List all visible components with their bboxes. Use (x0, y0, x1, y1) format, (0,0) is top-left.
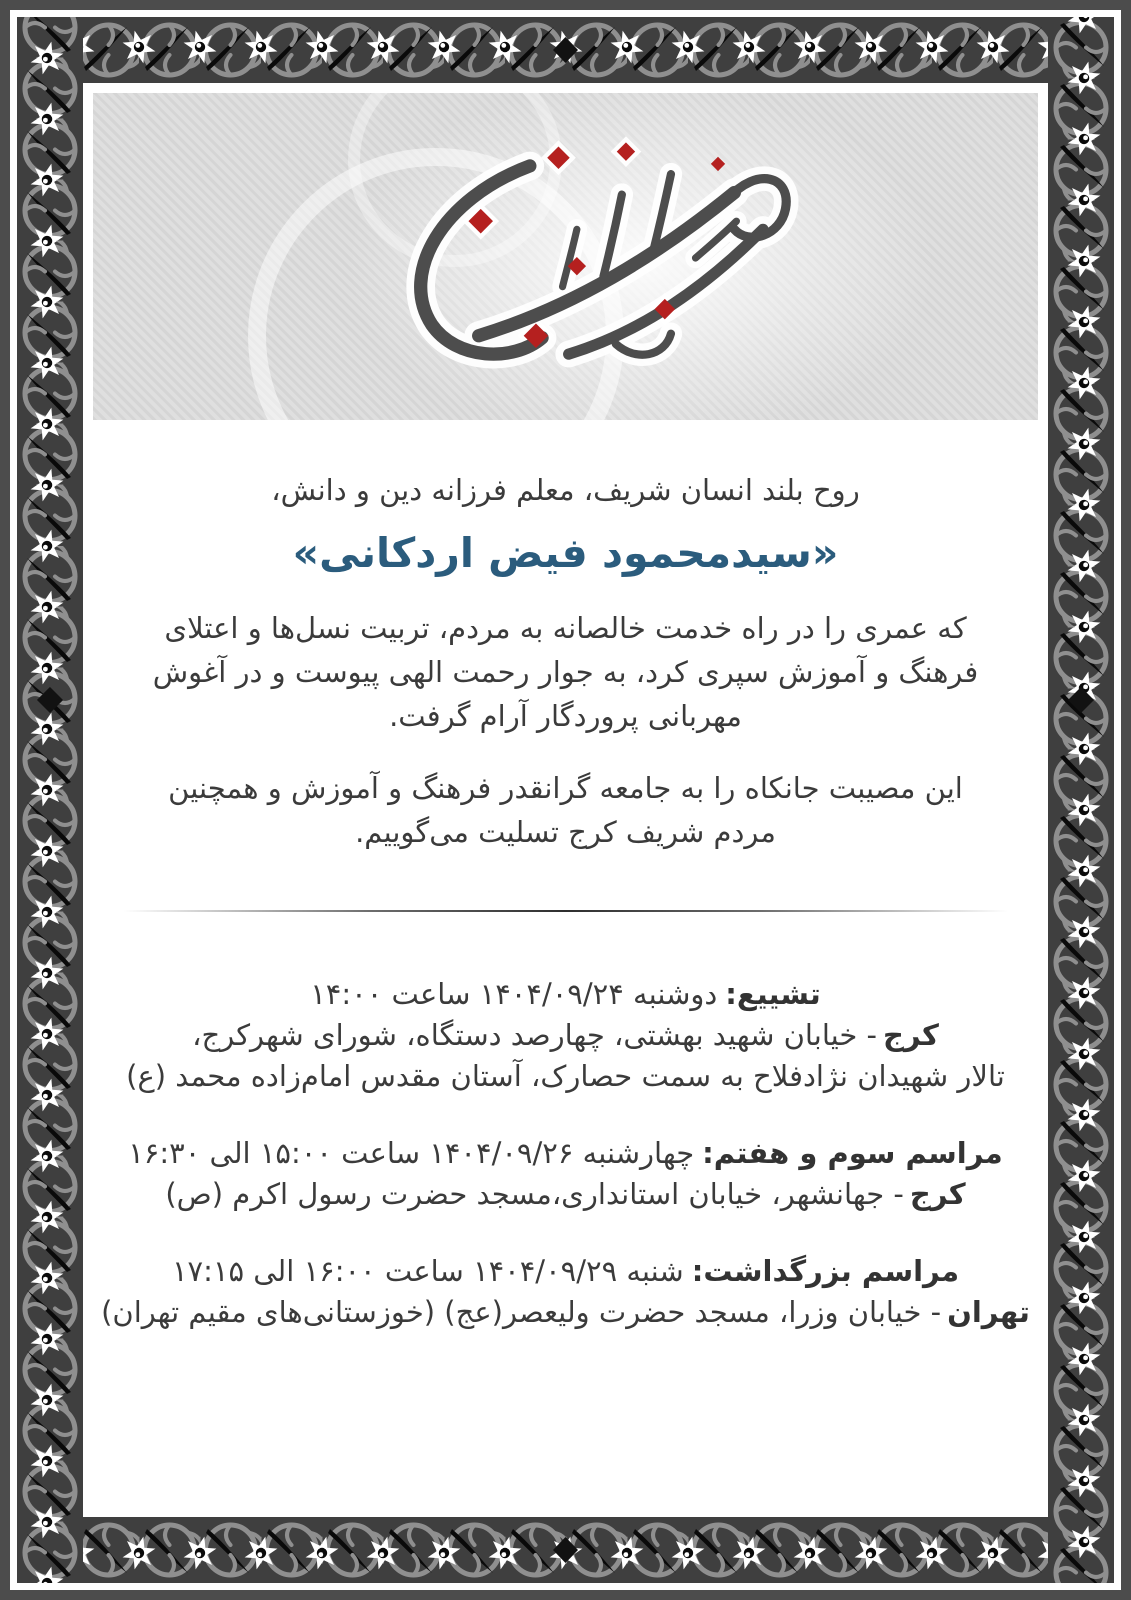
event-city: کرج (909, 1177, 966, 1211)
event-location-line (93, 1015, 1038, 1056)
event-title: مراسم بزرگداشت: (691, 1254, 960, 1288)
event-location: - جهانشهر، خیابان استانداری،مسجد حضرت رسول اکرم (ص) (165, 1177, 904, 1211)
event-city: کرج (883, 1018, 939, 1052)
event-third-seventh-day (93, 1133, 1038, 1215)
event-location-line (93, 1174, 1038, 1215)
event-datetime-line (93, 1133, 1038, 1174)
event-location: - خیابان وزرا، مسجد حضرت ولیعصر(عج) (خوزستانی‌های مقیم تهران) (101, 1295, 942, 1329)
condolence-paragraph: این مصیبت جانکاه را به جامعه گرانقدر فرهنگ و آموزش و همچنین مردم شریف کرج تسلیت می‌گوییم. (168, 771, 963, 849)
event-location-line-2: تالار شهیدان نژادفلاح به سمت حصارک، آستان مقدس امام‌زاده محمد (ع) (126, 1059, 1005, 1093)
eulogy-paragraph-1: که عمری را در راه خدمت خالصانه به مردم، تربیت نسل‌ها و اعتلای فرهنگ و آموزش سپری کرد، به جوار رحمت الهی پیوست و در آغوش مهربانی پروردگار آرام گرفت. (152, 611, 979, 733)
event-funeral-procession (93, 974, 1038, 1097)
event-datetime: شنبه ۱۴۰۴/۰۹/۲۹ ساعت ۱۶:۰۰ الی ۱۷:۱۵ (171, 1254, 684, 1288)
eulogy-opening-line: روح بلند انسان شریف، معلم فرزانه دین و دانش، (271, 473, 860, 507)
event-datetime: دوشنبه ۱۴۰۴/۰۹/۲۴ ساعت ۱۴:۰۰ (310, 977, 718, 1011)
event-datetime: چهارشنبه ۱۴۰۴/۰۹/۲۶ ساعت ۱۵:۰۰ الی ۱۶:۳۰ (128, 1136, 695, 1170)
event-commemoration (93, 1251, 1038, 1333)
event-title: مراسم سوم و هفتم: (702, 1136, 1003, 1170)
event-city: تهران (947, 1295, 1030, 1329)
inna-lillah-calligraphy-icon (358, 133, 808, 383)
event-datetime-line (93, 1251, 1038, 1292)
deceased-name: «سیدمحمود فیض اردکانی» (292, 529, 839, 577)
event-location: - خیابان شهید بهشتی، چهارصد دستگاه، شورای شهرکرج، (192, 1018, 878, 1052)
calligraphy-header-banner (93, 93, 1038, 420)
event-title: تشییع: (725, 977, 821, 1011)
event-location-line (93, 1292, 1038, 1333)
section-divider (123, 910, 1008, 912)
announcement-body (93, 93, 1038, 1507)
event-datetime-line (93, 974, 1038, 1015)
